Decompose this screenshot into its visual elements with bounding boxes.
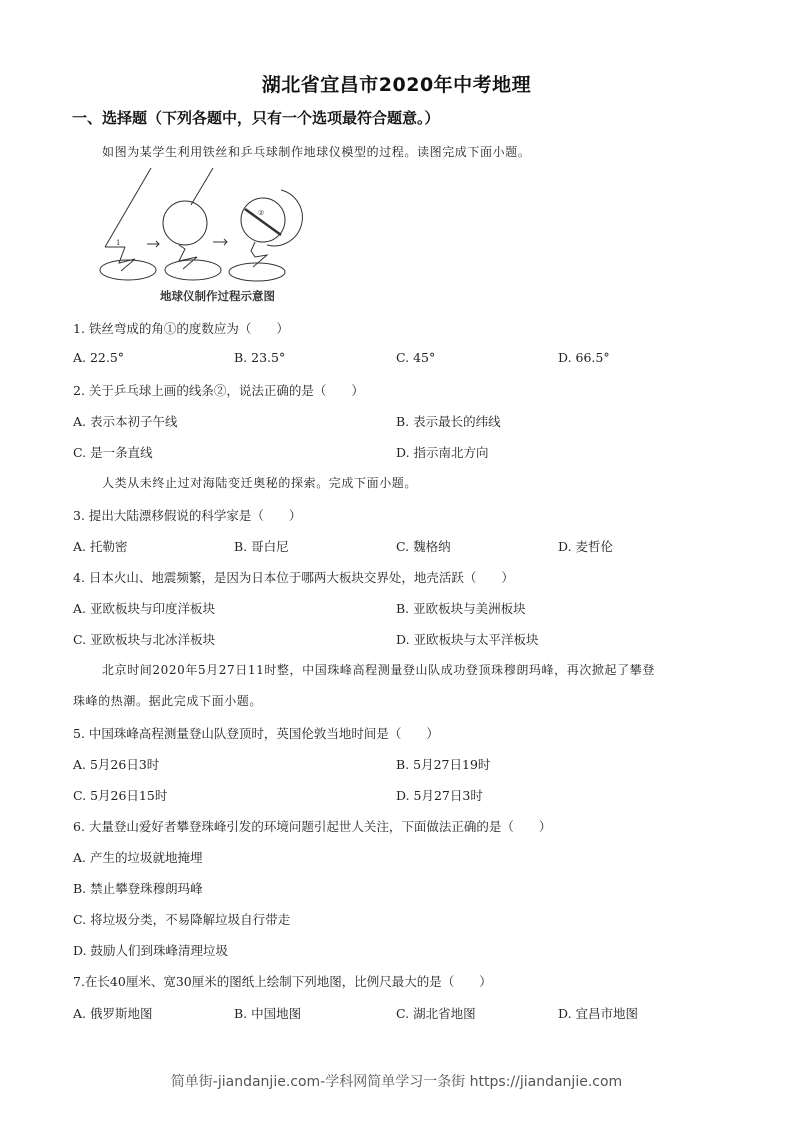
question-2-option-a[interactable]: A. 表示本初子午线 (73, 414, 178, 429)
section-heading: 一、选择题（下列各题中，只有一个选项最符合题意。） (72, 109, 440, 127)
question-6-option-b[interactable]: B. 禁止攀登珠穆朗玛峰 (73, 881, 203, 896)
question-6-option-a[interactable]: A. 产生的垃圾就地掩埋 (73, 850, 203, 865)
question-4-option-b[interactable]: B. 亚欧板块与美洲板块 (396, 601, 526, 616)
group2-intro: 人类从未终止过对海陆变迁奥秘的探索。完成下面小题。 (102, 476, 418, 490)
question-1-option-b[interactable]: B. 23.5° (234, 350, 286, 365)
question-3-option-b[interactable]: B. 哥白尼 (234, 539, 289, 554)
group3-intro-line1: 北京时间2020年5月27日11时整，中国珠峰高程测量登山队成功登顶珠穆朗玛峰，再次掀起了攀登 (102, 663, 655, 677)
question-4-option-c[interactable]: C. 亚欧板块与北冰洋板块 (73, 632, 216, 647)
question-6-option-c[interactable]: C. 将垃圾分类，不易降解垃圾自行带走 (73, 912, 291, 927)
footer-watermark: 简单街-jiandanjie.com-学科网简单学习一条街 https://jiandanjie.com (170, 1074, 623, 1090)
question-3-stem: 3. 提出大陆漂移假说的科学家是（ ） (73, 508, 302, 523)
question-7-option-a[interactable]: A. 俄罗斯地图 (73, 1006, 153, 1021)
question-7-option-c[interactable]: C. 湖北省地图 (396, 1006, 476, 1021)
question-2-option-b[interactable]: B. 表示最长的纬线 (396, 414, 501, 429)
globe-process-figure (95, 165, 310, 305)
question-1-option-d[interactable]: D. 66.5° (558, 350, 610, 365)
question-3-option-d[interactable]: D. 麦哲伦 (558, 539, 614, 554)
group1-intro: 如图为某学生利用铁丝和乒乓球制作地球仪模型的过程。读图完成下面小题。 (102, 145, 531, 159)
question-5-option-c[interactable]: C. 5月26日15时 (73, 788, 168, 803)
question-7-option-b[interactable]: B. 中国地图 (234, 1006, 302, 1021)
question-5-option-a[interactable]: A. 5月26日3时 (73, 757, 160, 772)
question-2-option-d[interactable]: D. 指示南北方向 (396, 445, 489, 460)
question-1-option-c[interactable]: C. 45° (396, 350, 436, 365)
page-title: 湖北省宜昌市2020年中考地理 (261, 74, 532, 96)
question-2-option-c[interactable]: C. 是一条直线 (73, 445, 153, 460)
question-6-option-d[interactable]: D. 鼓励人们到珠峰清理垃圾 (73, 943, 229, 958)
question-4-option-d[interactable]: D. 亚欧板块与太平洋板块 (396, 632, 539, 647)
question-7-stem: 7.在长40厘米、宽30厘米的图纸上绘制下列地图，比例尺最大的是（ ） (73, 974, 492, 989)
question-2-stem: 2. 关于乒乓球上画的线条②，说法正确的是（ ） (73, 383, 364, 398)
question-5-stem: 5. 中国珠峰高程测量登山队登顶时，英国伦敦当地时间是（ ） (73, 726, 439, 741)
question-7-option-d[interactable]: D. 宜昌市地图 (558, 1006, 639, 1021)
question-1-stem: 1. 铁丝弯成的角①的度数应为（ ） (73, 321, 289, 336)
question-4-stem: 4. 日本火山、地震频繁，是因为日本位于哪两大板块交界处，地壳活跃（ ） (73, 570, 514, 585)
globe-diagram-illustration (95, 165, 310, 290)
question-5-option-b[interactable]: B. 5月27日19时 (396, 757, 491, 772)
question-1-option-a[interactable]: A. 22.5° (73, 350, 125, 365)
question-6-stem: 6. 大量登山爱好者攀登珠峰引发的环境问题引起世人关注，下面做法正确的是（ ） (73, 819, 552, 834)
question-3-option-c[interactable]: C. 魏格纳 (396, 539, 451, 554)
group3-intro-line2: 珠峰的热潮。据此完成下面小题。 (73, 694, 263, 708)
line-label: ② (258, 209, 265, 217)
question-3-option-a[interactable]: A. 托勒密 (73, 539, 128, 554)
angle-label: 1 (116, 239, 121, 247)
question-5-option-d[interactable]: D. 5月27日3时 (396, 788, 483, 803)
figure-caption: 地球仪制作过程示意图 (160, 289, 275, 303)
question-4-option-a[interactable]: A. 亚欧板块与印度洋板块 (73, 601, 215, 616)
